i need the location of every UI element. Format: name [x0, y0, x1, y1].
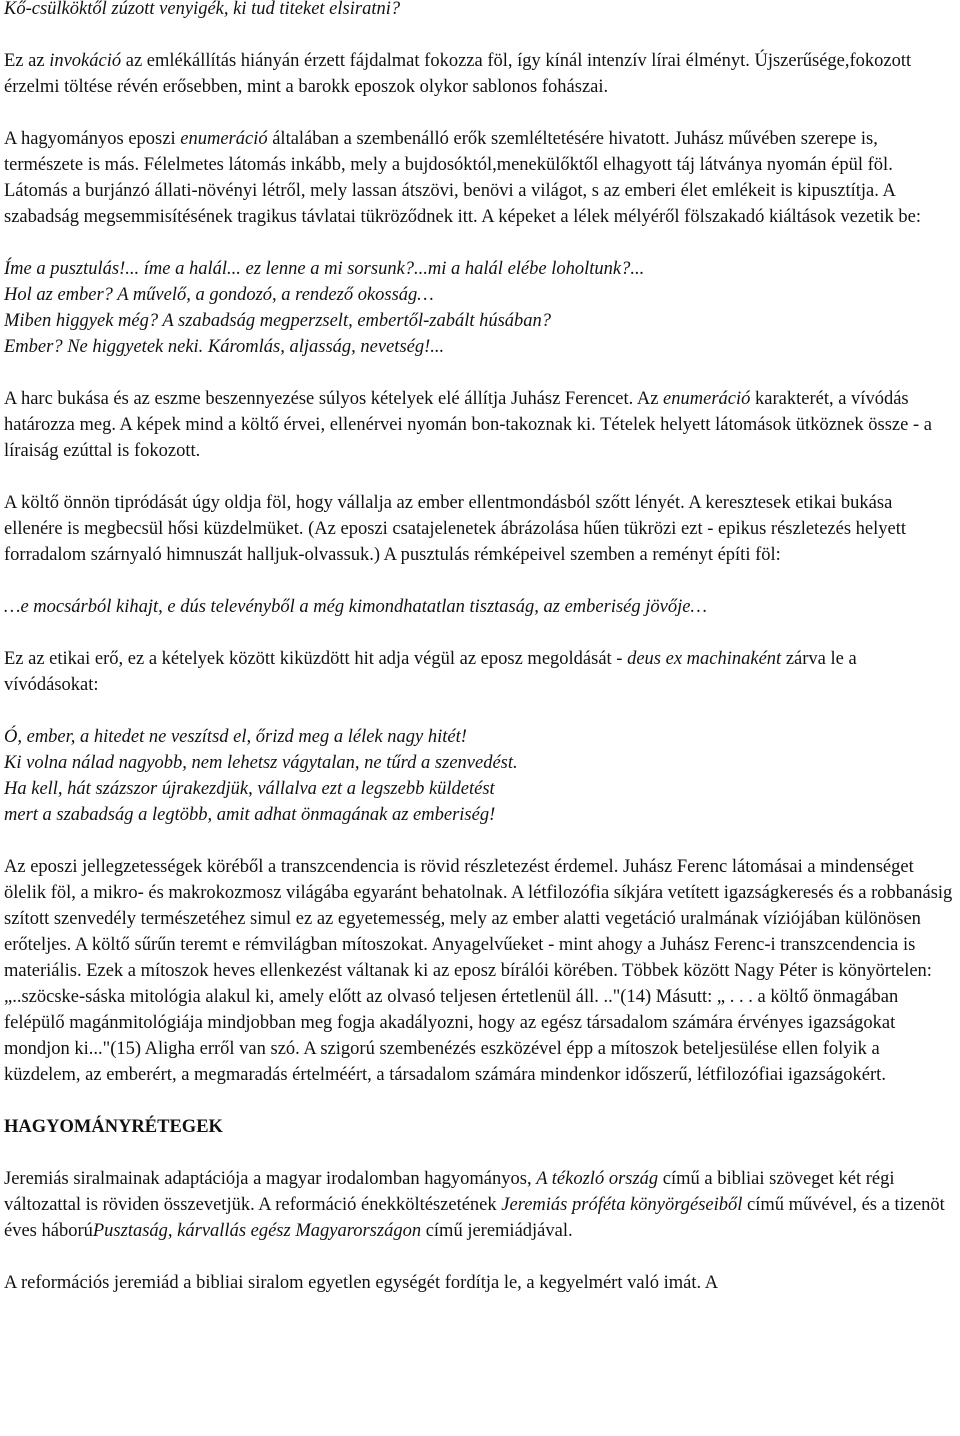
paragraph-doubts: [4, 386, 954, 464]
text-run: zárva le a vívódásokat:: [4, 649, 857, 695]
text-run: karakterét, a vívódás határozza meg. A képek mind a költő érvei, ellenérvei nyomán bon-takoznak ki. Tételek helyett látomások ütköznek össze - a líraiság ezúttal is fokozott.: [4, 389, 932, 461]
italic-term: enumeráció: [180, 129, 268, 149]
text-run: című művével, és a tizenöt éves háború: [4, 1195, 945, 1241]
text-run: című a bibliai szöveget két régi változattal is röviden összevetjük. A reformáció énekköltészetének: [4, 1169, 895, 1215]
text-run: az emlékállítás hiányán érzett fájdalmat fokozza föl, így kínál intenzív lírai élményt. Újszerűsége,fokozott érzelmi töltése révén erősebben, mint a barokk eposzok olykor sablonos fohászai.: [4, 51, 912, 97]
paragraph-hope: A költő önnön tipródását úgy oldja föl, hogy vállalja az ember ellentmondásból szőtt lényét. A keresztesek etikai bukása ellenére is megbecsül hősi küzdelmüket. (Az eposzi csatajelenetek ábrázolása hűen tükrözi ezt - epikus részletezés helyett forradalom szárnyaló himnuszát halljuk-olvassuk.) A pusztulás rémképeivel szemben a reményt építi föl:: [4, 493, 907, 565]
italic-title: Jeremiás próféta könyörgéseiből: [501, 1195, 743, 1215]
paragraph-jeremiah: [4, 1166, 954, 1244]
quote-line: Hol az ember? A művelő, a gondozó, a rendező okosság…: [4, 285, 434, 305]
quote-line: Miben higgyek még? A szabadság megperzselt, embertől-zabált húsában?: [4, 311, 552, 331]
paragraph-transcendence: Az eposzi jellegzetességek köréből a transzcendencia is rövid részletezést érdemel. Juhász Ferenc látomásai a mindenséget ölelik föl, a mikro- és makrokozmosz világába egyaránt behatolnak. A létfilozófia síkjára vetített igazságkeresés és a robbanásig szított szenvedély természetéhez simul ez az egyetemesség, mely az ember alatti vegetáció uralmának víziójában különösen erőteljes. A költő sűrűn teremt e rémvilágban mítoszokat. Anyagelvűeket - mint ahogy a Juhász Ferenc-i transzcendencia is materiális. Ezek a mítoszok heves ellenkezést váltanak ki az eposz bírálói körében. Többek között Nagy Péter is könyörtelen: „..szöcske-sáska mitológia alakul ki, amely előtt az olvasó teljesen értetlenül áll. .."(14) Másutt: „ . . . a költő önmagában felépülő magánmitológiája mindjobban meg fogja akadályozni, hogy az egész társadalom számára érvényes igazságokat mondjon ki..."(15) Aligha erről van szó. A szigorú szembenézés eszközével épp a mítoszok beteljesülése ellen folyik a küzdelem, az emberért, a megmaradás értelméért, a társadalom számára mindenkor időszerű, létfilozófiai igazságokért.: [4, 857, 953, 1085]
text-run: Ez az etikai erő, ez a kételyek között kiküzdött hit adja végül az eposz megoldását -: [4, 649, 628, 669]
italic-term: invokáció: [49, 51, 122, 71]
quote-block-1: [4, 256, 954, 360]
quote-line: Ha kell, hát százszor újrakezdjük, vállalva ezt a legszebb küldetést: [4, 779, 495, 799]
text-run: Ez az: [4, 51, 50, 71]
paragraph-resolution: [4, 646, 954, 698]
italic-term: deus ex machinaként: [627, 649, 782, 669]
quote-line: Íme a pusztulás!... íme a halál... ez lenne a mi sorsunk?...mi a halál elébe loholtunk?...: [4, 259, 645, 279]
text-run: általában a szembenálló erők szemléltetésére hivatott. Juhász művében szerepe is, természete is más. Félelmetes látomás inkább, mely a bujdosóktól,menekülőktől elhagyott táj látványa nyomán épül föl. Látomás a burjánzó állati-növényi létről, mely lassan átszövi, benövi a világot, s az emberi élet emlékeit is kipusztítja. A szabadság megsemmisítésének tragikus távlatai tükröződnek itt. A képeket a lélek mélyéről fölszakadó kiáltások vezetik be:: [4, 129, 921, 227]
quote-line: Ember? Ne higgyetek neki. Káromlás, aljasság, nevetség!...: [4, 337, 445, 357]
verse-line: [4, 0, 954, 22]
text-run: Jeremiás siralmainak adaptációja a magyar irodalomban hagyományos,: [4, 1169, 537, 1189]
italic-title: Pusztaság, kárvallás egész Magyarországon: [92, 1221, 422, 1241]
paragraph-invocation: [4, 48, 954, 100]
text-run: A hagyományos eposzi: [4, 129, 181, 149]
document-body: [4, 0, 954, 1296]
text-run: A harc bukása és az eszme beszennyezése súlyos kételyek elé állítja Juhász Ferencet. Az: [4, 389, 664, 409]
text-run: című jeremiádjával.: [421, 1221, 573, 1241]
quote-line-future: …e mocsárból kihajt, e dús televényből a még kimondhatatlan tisztaság, az emberiség jövője…: [4, 597, 707, 617]
paragraph-reformation: A reformációs jeremiád a bibliai siralom egyetlen egységét fordítja le, a kegyelmért való imát. A: [4, 1273, 719, 1293]
italic-term: enumeráció: [663, 389, 751, 409]
paragraph-enumeration: [4, 126, 954, 230]
quote-block-2: [4, 724, 954, 828]
quote-line: mert a szabadság a legtöbb, amit adhat önmagának az emberiség!: [4, 805, 496, 825]
italic-title: A tékozló ország: [536, 1169, 659, 1189]
quote-line: Ó, ember, a hitedet ne veszítsd el, őrizd meg a lélek nagy hitét!: [4, 727, 467, 747]
quote-line: Ki volna nálad nagyobb, nem lehetsz vágytalan, ne tűrd a szenvedést.: [4, 753, 518, 773]
section-heading: HAGYOMÁNYRÉTEGEK: [4, 1117, 223, 1137]
italic-text: Kő-csülköktől zúzott venyigék, ki tud titeket elsiratni?: [4, 0, 401, 19]
